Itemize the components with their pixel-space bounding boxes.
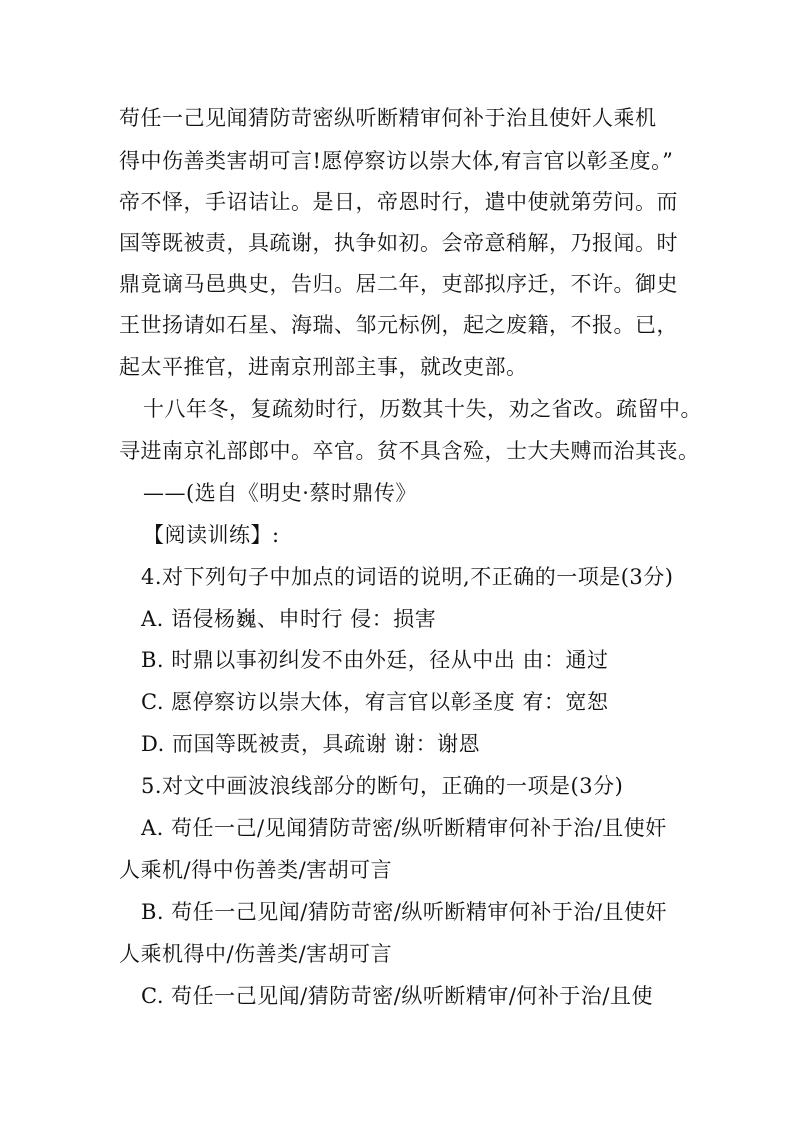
passage-line: 寻进南京礼部郎中。卒官。贫不具含殓，士大夫赙而治其丧。 bbox=[119, 439, 700, 463]
question-5-stem: 5.对文中画波浪线部分的断句，正确的一项是(3分) bbox=[141, 774, 624, 798]
question-5-option-b-cont: 人乘机得中/伤善类/害胡可言 bbox=[119, 942, 393, 966]
question-4-option-a: A. 语侵杨巍、申时行 侵：损害 bbox=[141, 607, 437, 631]
question-5-option-a-cont: 人乘机/得中伤善类/害胡可言 bbox=[119, 858, 393, 882]
question-4-option-c: C. 愿停察访以崇大体，宥言官以彰圣度 宥：宽恕 bbox=[141, 690, 609, 714]
question-5-option-b: B. 苟任一己见闻/猜防苛密/纵听断精审何补于治/且使奸 bbox=[141, 900, 668, 924]
passage-line: 王世扬请如石星、海瑞、邹元标例，起之废籍，不报。已， bbox=[119, 313, 678, 337]
section-heading: 【阅读训练】: bbox=[143, 523, 280, 547]
source-citation: ——(选自《明史·蔡时鼎传》 bbox=[143, 481, 417, 505]
question-5-option-c: C. 苟任一己见闻/猜防苛密/纵听断精审/何补于治/且使 bbox=[141, 984, 653, 1008]
question-5-option-a: A. 苟任一己/见闻猜防苛密/纵听断精审何补于治/且使奸 bbox=[141, 816, 667, 840]
passage-line: 鼎竟谪马邑典史，告归。居二年，吏部拟序迁，不许。御史 bbox=[119, 272, 678, 296]
passage-line: 帝不怿，手诏诘让。是日，帝恩时行，遣中使就第劳问。而 bbox=[119, 190, 678, 214]
question-4-stem: 4.对下列句子中加点的词语的说明,不正确的一项是(3分) bbox=[141, 565, 674, 589]
question-4-option-b: B. 时鼎以事初纠发不由外廷，径从中出 由：通过 bbox=[141, 648, 609, 672]
passage-line: 十八年冬，复疏劾时行，历数其十失，劝之省改。疏留中。 bbox=[143, 397, 702, 421]
passage-line: 起太平推官，进南京刑部主事，就改吏部。 bbox=[119, 355, 528, 379]
passage-line: 苟任一己见闻猜防苛密纵听断精审何补于治且使奸人乘机 bbox=[119, 106, 657, 130]
passage-line: 国等既被责，具疏谢，执争如初。会帝意稍解，乃报闻。时 bbox=[119, 231, 678, 255]
question-4-option-d: D. 而国等既被责，具疏谢 谢：谢恩 bbox=[141, 732, 481, 756]
passage-line: 得中伤善类害胡可言!愿停察访以崇大体,宥言官以彰圣度。” bbox=[119, 149, 674, 173]
